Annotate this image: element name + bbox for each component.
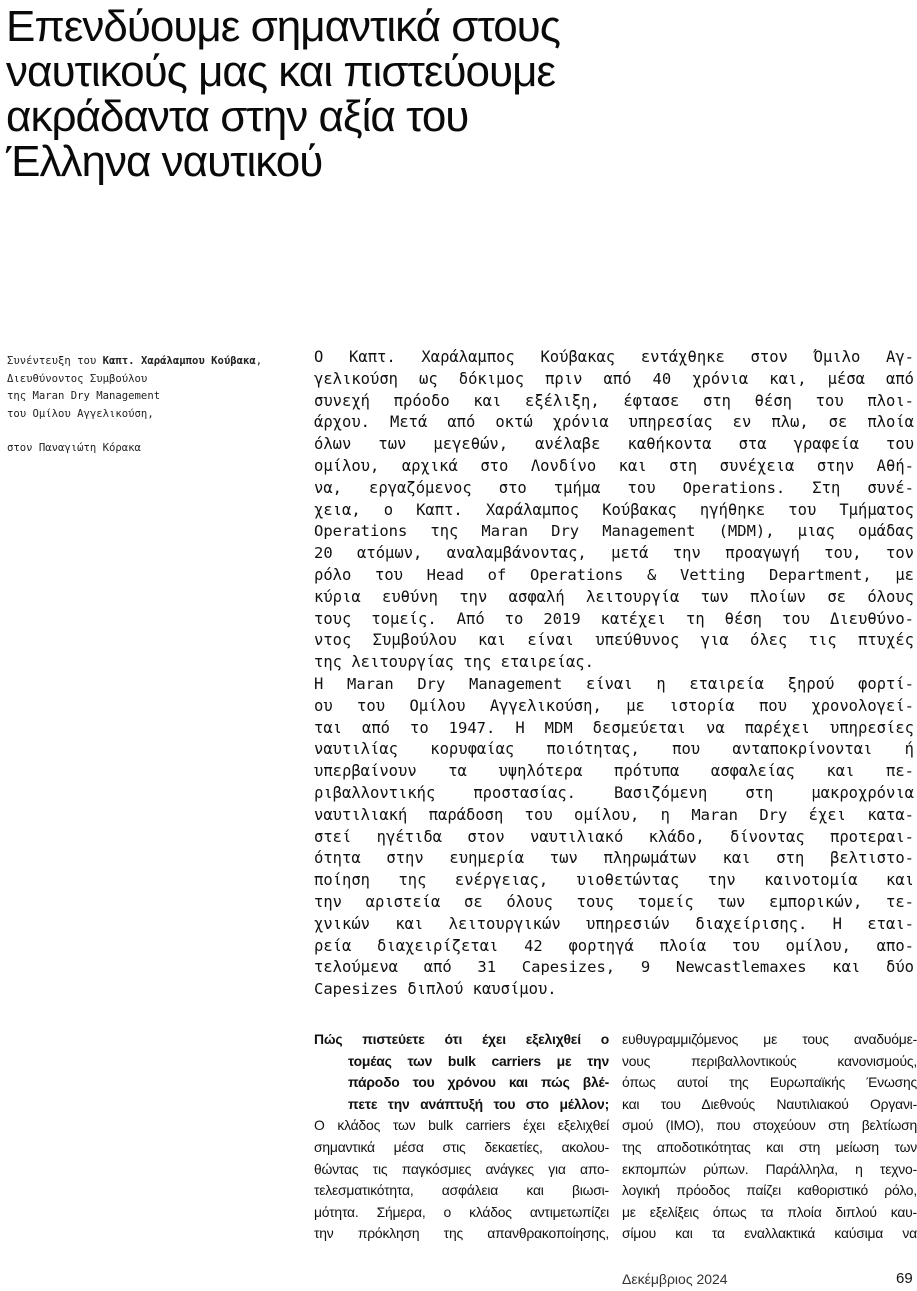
answer-line: σημαντικά μέσα στις δεκαετίες, ακολου- <box>314 1138 609 1155</box>
intro-line: να, εργαζόμενος στο τμήμα του Operations. Στη συνέ- <box>314 478 914 497</box>
intro-line: ναυτιλιακή παράδοση του ομίλου, η Maran Dry έχει κατα- <box>314 805 914 824</box>
byline-suffix: , <box>255 355 263 367</box>
article-title <box>6 4 911 184</box>
intro-line: όλων των μεγεθών, ανέλαβε καθήκοντα στα γραφεία του <box>314 435 914 454</box>
intro-line: ντος Συμβούλου και είναι υπεύθυνος για όλες τις πτυχές <box>314 631 914 650</box>
answer-line: με εξελίξεις όπως τα πλοία διπλού καυ- <box>622 1203 917 1220</box>
intro-line: ρεία διαχειρίζεται 42 φορτηγά πλοία του ομίλου, απο- <box>314 936 914 955</box>
answer-line: της αποδοτικότητας και στη μείωση των <box>622 1138 917 1155</box>
intro-line: Η Maran Dry Management είναι η εταιρεία ξηρού φορτί- <box>314 674 914 693</box>
answer-line: θώντας τις παγκόσμιες ανάγκες για απο- <box>314 1160 609 1177</box>
byline-name: Καπτ. Χαράλαμπου Κούβακα <box>102 355 256 367</box>
answer-line: λογική πρόοδος παίζει καθοριστικό ρόλο, <box>622 1182 917 1199</box>
byline-line: του Ομίλου Αγγελικούση, <box>7 407 154 420</box>
interview-column-left <box>314 1029 609 1245</box>
question-line: πετε την ανάπτυξή του στο μέλλον; <box>348 1095 609 1112</box>
intro-line: ου του Ομίλου Αγγελικούση, με ιστορία που χρονολογεί- <box>314 696 914 715</box>
intro-line: Capesizes διπλού καυσίμου. <box>314 980 557 999</box>
intro-line: ομίλου, αρχικά στο Λονδίνο και στη συνέχεια στην Αθή- <box>314 456 914 475</box>
intro-line: χεια, ο Καπτ. Χαράλαμπος Κούβακας ηγήθηκε του Τμήματος <box>314 500 914 519</box>
intro-line: Ο Καπτ. Χαράλαμπος Κούβακας εντάχθηκε στον Όμιλο Αγ- <box>314 348 914 366</box>
intro-line: υπερβαίνουν τα υψηλότερα πρότυπα ασφαλείας και πε- <box>314 762 914 781</box>
byline-line: Διευθύνοντος Συμβούλου <box>7 372 148 385</box>
intro-line: τελούμενα από 31 Capesizes, 9 Newcastlemaxes και δύο <box>314 958 914 977</box>
answer-line: σμού (IMO), που στοχεύουν στη βελτίωση <box>622 1117 917 1134</box>
intro-line: συνεχή πρόοδο και εξέλιξη, έφτασε στη θέση του πλοι- <box>314 391 914 410</box>
intro-line: της λειτουργίας της εταιρείας. <box>314 653 594 672</box>
answer-line: όπως αυτοί της Ευρωπαϊκής Ένωσης <box>622 1074 917 1091</box>
title-line: Έλληνα ναυτικού <box>6 137 323 186</box>
byline-prefix: Συνέντευξη του <box>7 355 103 367</box>
intro-line: κύρια ευθύνη την ασφαλή λειτουργία των πλοίων σε όλους <box>314 587 914 606</box>
answer-line: νους περιβαλλοντικούς κανονισμούς, <box>622 1052 917 1069</box>
answer-line: και του Διεθνούς Ναυτιλιακού Οργανι- <box>622 1095 917 1112</box>
byline <box>7 353 297 458</box>
intro-line: Operations της Maran Dry Management (MDM), μιας ομάδας <box>314 522 914 541</box>
intro-line: ναυτιλίας κορυφαίας ποιότητας, που ανταποκρίνονται ή <box>314 740 914 759</box>
byline-line <box>7 353 297 371</box>
question-line: τομέας των bulk carriers με την <box>348 1052 609 1069</box>
byline-line: της Maran Dry Management <box>7 390 161 402</box>
title-line: Επενδύουμε σημαντικά στους <box>6 2 560 51</box>
page-number: 69 <box>896 1270 913 1287</box>
intro-line: χνικών και λειτουργικών υπηρεσιών διαχείρισης. Η εται- <box>314 914 914 933</box>
title-line: ναυτικούς μας και πιστεύουμε <box>6 47 556 96</box>
intro-line: 20 ατόμων, αναλαμβάνοντας, μετά την προαγωγή του, τον <box>314 544 914 563</box>
intro-line: ότητα στην ευημερία των πληρωμάτων και στη βελτιστο- <box>314 849 914 868</box>
intro-paragraph <box>314 347 914 1001</box>
title-line: ακράδαντα στην αξία του <box>6 92 469 141</box>
intro-line: ρόλο του Head of Operations & Vetting Department, με <box>314 565 914 584</box>
intro-line: άρχου. Μετά από οκτώ χρόνια υπηρεσίας εν πλω, σε πλοία <box>314 413 914 432</box>
intro-line: ποίηση της ενέργειας, υιοθετώντας την καινοτομία και <box>314 871 914 890</box>
intro-line: ριβαλλοντικής προστασίας. Βασιζόμενη στη μακροχρόνια <box>314 783 914 802</box>
answer-line: Ο κλάδος των bulk carriers έχει εξελιχθεί <box>314 1117 609 1134</box>
answer-line: ευθυγραμμιζόμενος με τους αναδυόμε- <box>622 1031 917 1047</box>
question-line: πάροδο του χρόνου και πώς βλέ- <box>348 1074 609 1091</box>
interview-column-right <box>622 1029 917 1245</box>
intro-line: στεί ηγέτιδα στον ναυτιλιακό κλάδο, δίνοντας προτεραι- <box>314 827 914 846</box>
answer-line: μότητα. Σήμερα, ο κλάδος αντιμετωπίζει <box>314 1203 609 1220</box>
intro-line: ται από το 1947. Η MDM δεσμεύεται να παρέχει υπηρεσίες <box>314 718 914 737</box>
intro-line: γελικούση ως δόκιμος πριν από 40 χρόνια και, μέσα από <box>314 369 914 388</box>
answer-line: τελεσματικότητα, ασφάλεια και βιωσι- <box>314 1182 609 1199</box>
question-line: Πώς πιστεύετε ότι έχει εξελιχθεί ο <box>314 1031 609 1047</box>
answer-line: την πρόκληση της απανθρακοποίησης, <box>314 1225 609 1242</box>
intro-line: τους τομείς. Από το 2019 κατέχει τη θέση του Διευθύνο- <box>314 609 914 628</box>
intro-line: την αριστεία σε όλους τους τομείς των εμπορικών, τε- <box>314 892 914 911</box>
issue-date: Δεκέμβριος 2024 <box>622 1271 728 1287</box>
answer-line: σίμου και τα εναλλακτικά καύσιμα να <box>622 1225 917 1242</box>
answer-line: εκπομπών ρύπων. Παράλληλα, η τεχνο- <box>622 1160 917 1177</box>
byline-interviewer: στον Παναγιώτη Κόρακα <box>7 442 141 454</box>
